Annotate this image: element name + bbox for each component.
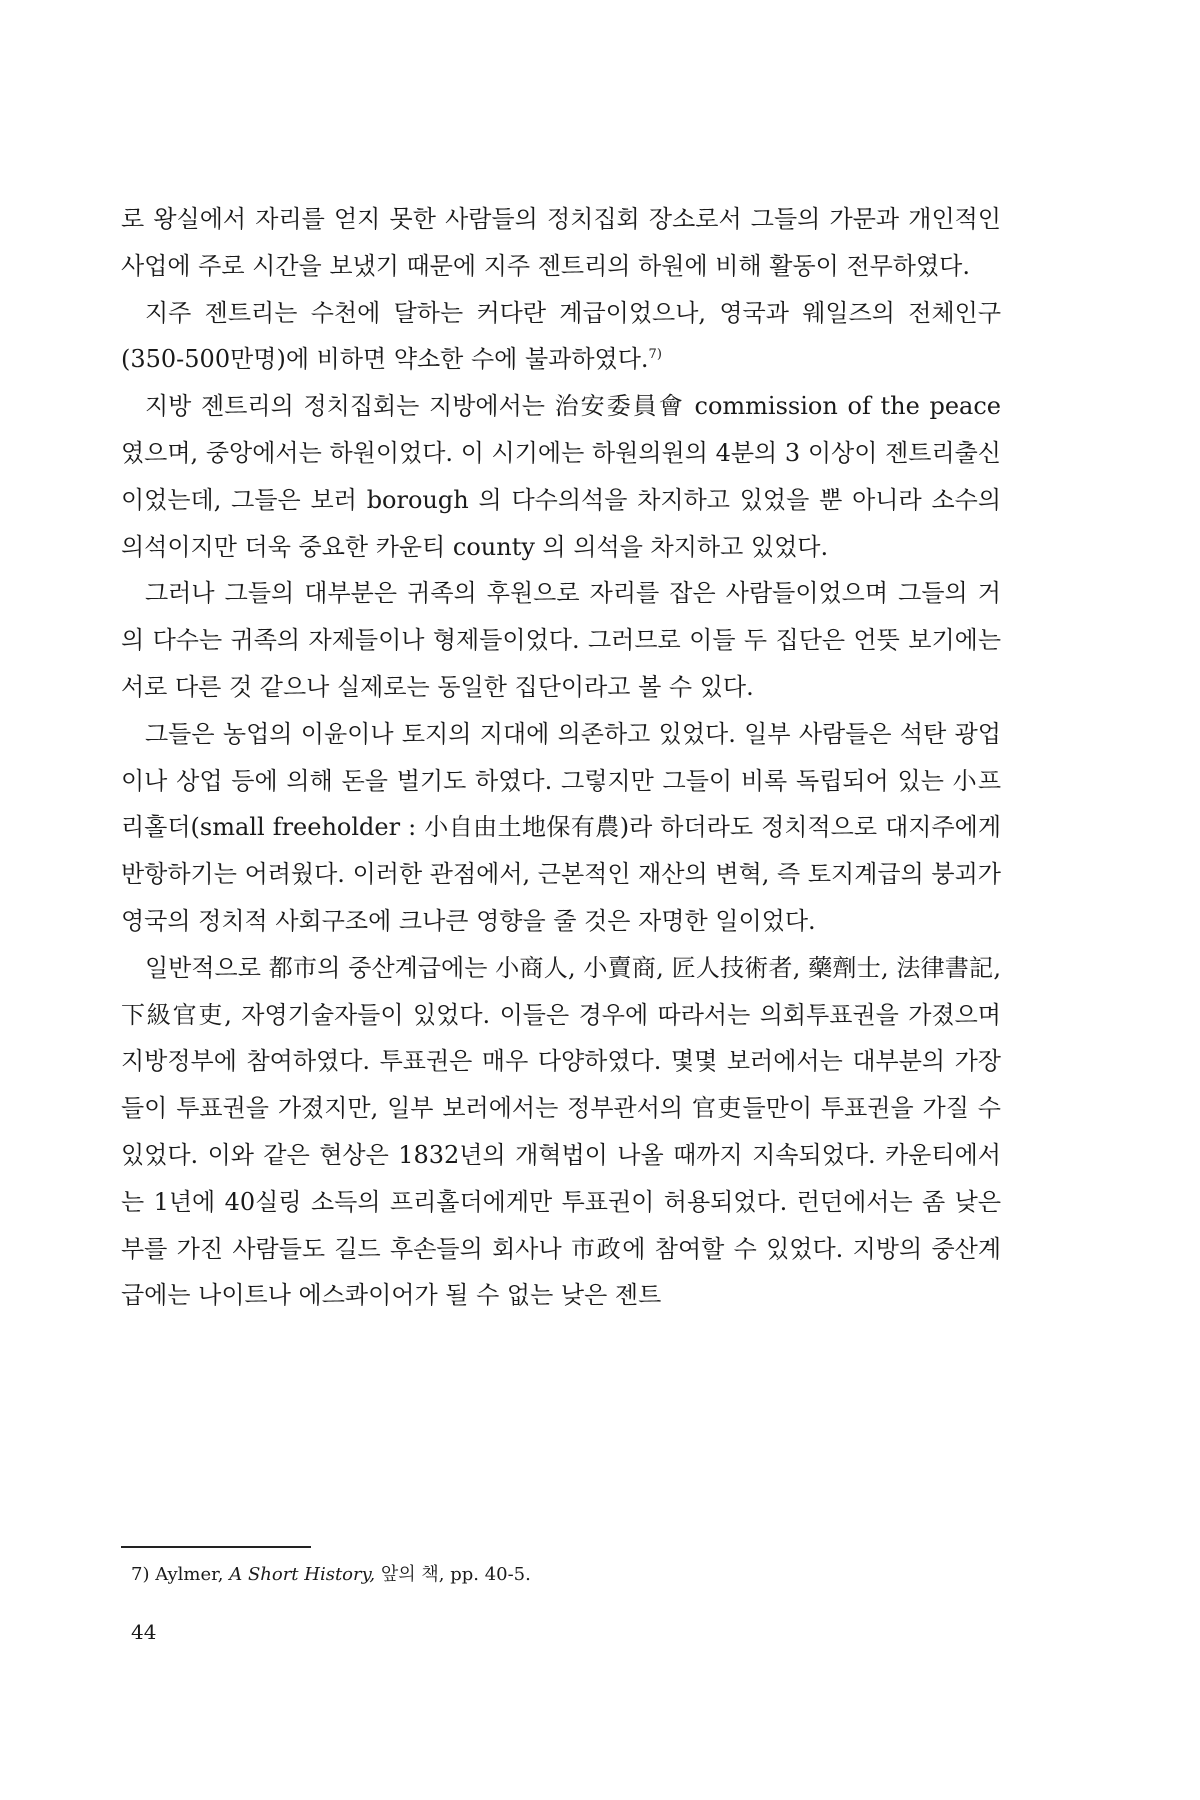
paragraph-4: 그러나 그들의 대부분은 귀족의 후원으로 자리를 잡은 사람들이었으며 그들의 거의 다수는 귀족의 자제들이나 형제들이었다. 그러므로 이들 두 집단은 언뜻 보기에는 서로 다른 것 같으나 실제로는 동일한 집단이라고 볼 수 있다. bbox=[121, 579, 1001, 701]
body-text bbox=[121, 196, 1001, 1319]
footnote-rule bbox=[121, 1546, 311, 1548]
footnote-author: Aylmer, bbox=[155, 1564, 224, 1585]
paragraph-3: 지방 젠트리의 정치집회는 지방에서는 治安委員會 commission of the peace 였으며, 중앙에서는 하원이었다. 이 시기에는 하원의원의 4분의 3 이상이 젠트리출신이었는데, 그들은 보러 borough 의 다수의석을 차지하고 있었을 뿐 아니라 소수의 의석이지만 더욱 중요한 카운티 county 의 의석을 차지하고 있었다. bbox=[121, 392, 1001, 561]
footnote-marker: 7) bbox=[131, 1564, 150, 1585]
footnote bbox=[131, 1560, 931, 1590]
paragraph-1: 로 왕실에서 자리를 얻지 못한 사람들의 정치집회 장소로서 그들의 가문과 개인적인 사업에 주로 시간을 보냈기 때문에 지주 젠트리의 하원에 비해 활동이 전무하였다. bbox=[121, 205, 1001, 280]
footnote-book-title: A Short History, bbox=[229, 1564, 376, 1585]
footnote-reference: 7) bbox=[648, 347, 662, 363]
footnote-reference-text: 앞의 책, pp. 40-5. bbox=[380, 1564, 531, 1585]
page-number: 44 bbox=[131, 1620, 157, 1644]
paragraph-5: 그들은 농업의 이윤이나 토지의 지대에 의존하고 있었다. 일부 사람들은 석탄 광업이나 상업 등에 의해 돈을 벌기도 하였다. 그렇지만 그들이 비록 독립되어 있는 小프리홀더(small freeholder : 小自由土地保有農)라 하더라도 정치적으로 대지주에게 반항하기는 어려웠다. 이러한 관점에서, 근본적인 재산의 변혁, 즉 토지계급의 붕괴가 영국의 정치적 사회구조에 크나큰 영향을 줄 것은 자명한 일이었다. bbox=[121, 719, 1001, 935]
paragraph-2: 지주 젠트리는 수천에 달하는 커다란 계급이었으나, 영국과 웨일즈의 전체인구(350-500만명)에 비하면 약소한 수에 불과하였다.$^{7)}$ bbox=[121, 298, 1001, 374]
paragraph-6: 일반적으로 都市의 중산계급에는 小商人, 小賣商, 匠人技術者, 藥劑士, 法律書記, 下級官吏, 자영기술자들이 있었다. 이들은 경우에 따라서는 의회투표권을 가졌으며 지방정부에 참여하였다. 투표권은 매우 다양하였다. 몇몇 보러에서는 대부분의 가장들이 투표권을 가졌지만, 일부 보러에서는 정부관서의 官吏들만이 투표권을 가질 수 있었다. 이와 같은 현상은 1832년의 개혁법이 나올 때까지 지속되었다. 카운티에서는 1년에 40실링 소득의 프리홀더에게만 투표권이 허용되었다. 런던에서는 좀 낮은 부를 가진 사람들도 길드 후손들의 회사나 市政에 참여할 수 있었다. 지방의 중산계급에는 나이트나 에스콰이어가 될 수 없는 낮은 젠트 bbox=[121, 953, 1001, 1310]
